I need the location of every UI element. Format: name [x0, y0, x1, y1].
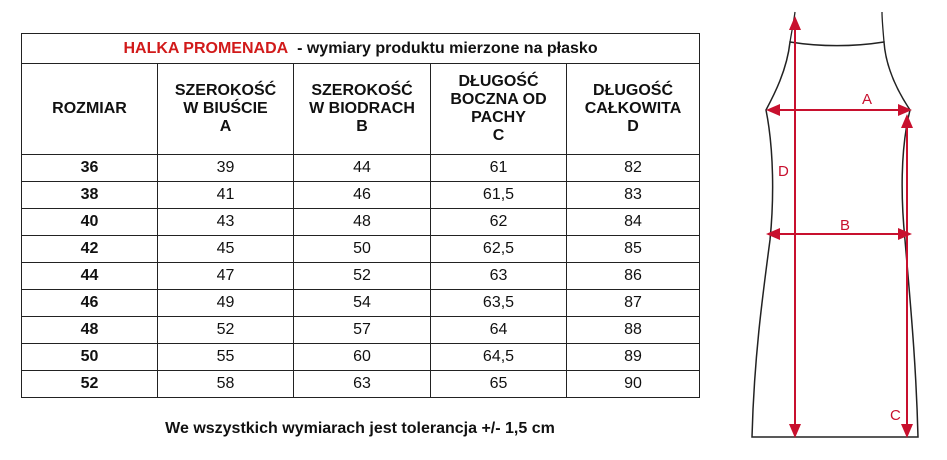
table-row — [22, 209, 700, 236]
column-header-side-length — [431, 64, 567, 155]
cell-total-length: 87 — [567, 290, 700, 317]
table-row — [22, 317, 700, 344]
cell-side-length: 64,5 — [431, 344, 567, 371]
table-row — [22, 155, 700, 182]
column-header-line: W BIUŚCIE — [183, 100, 268, 117]
column-header-line: SZEROKOŚĆ — [311, 82, 413, 99]
cell-hip-width: 54 — [294, 290, 431, 317]
cell-size: 42 — [22, 236, 158, 263]
cell-hip-width: 52 — [294, 263, 431, 290]
cell-bust-width: 45 — [158, 236, 294, 263]
column-header-line: CAŁKOWITA — [584, 100, 682, 117]
label-d: D — [778, 163, 789, 180]
arrow-d-head-top — [789, 16, 801, 30]
cell-size: 44 — [22, 263, 158, 290]
cell-side-length: 65 — [431, 371, 567, 398]
cell-side-length: 62,5 — [431, 236, 567, 263]
column-header-total-length — [567, 64, 700, 155]
cell-size: 38 — [22, 182, 158, 209]
cell-total-length: 82 — [567, 155, 700, 182]
cell-size: 50 — [22, 344, 158, 371]
cell-total-length: 86 — [567, 263, 700, 290]
cell-size: 48 — [22, 317, 158, 344]
column-header-line: PACHY — [471, 109, 526, 126]
column-header-line: DŁUGOŚĆ — [593, 82, 674, 99]
column-header-line: D — [627, 118, 639, 135]
column-header-line: W BIODRACH — [309, 100, 415, 117]
column-header-bust-width — [158, 64, 294, 155]
label-c: C — [890, 407, 901, 424]
dress-diagram — [740, 0, 940, 460]
cell-hip-width: 57 — [294, 317, 431, 344]
cell-hip-width: 60 — [294, 344, 431, 371]
header-row — [22, 64, 700, 155]
cell-bust-width: 39 — [158, 155, 294, 182]
table-row — [22, 182, 700, 209]
cell-total-length: 85 — [567, 236, 700, 263]
cell-hip-width: 44 — [294, 155, 431, 182]
table-row — [22, 371, 700, 398]
column-header-line: DŁUGOŚĆ — [458, 73, 539, 90]
cell-side-length: 63,5 — [431, 290, 567, 317]
cell-side-length: 61 — [431, 155, 567, 182]
tolerance-note: We wszystkich wymiarach jest tolerancja +/- 1,5 cm — [165, 420, 555, 437]
cell-bust-width: 43 — [158, 209, 294, 236]
cell-total-length: 89 — [567, 344, 700, 371]
table-body — [22, 155, 700, 398]
cell-bust-width: 55 — [158, 344, 294, 371]
label-b: B — [840, 217, 851, 234]
cell-side-length: 61,5 — [431, 182, 567, 209]
column-header-line: BOCZNA OD — [450, 91, 547, 108]
cell-bust-width: 49 — [158, 290, 294, 317]
cell-size: 46 — [22, 290, 158, 317]
right-strap — [882, 12, 884, 42]
cell-side-length: 62 — [431, 209, 567, 236]
cell-bust-width: 52 — [158, 317, 294, 344]
cell-total-length: 84 — [567, 209, 700, 236]
cell-bust-width: 41 — [158, 182, 294, 209]
size-table-wrapper — [21, 33, 699, 398]
cell-side-length: 63 — [431, 263, 567, 290]
cell-hip-width: 46 — [294, 182, 431, 209]
cell-hip-width: 63 — [294, 371, 431, 398]
column-header-line: C — [492, 127, 505, 144]
cell-size: 36 — [22, 155, 158, 182]
table-subtitle: - wymiary produktu mierzone na płasko — [297, 39, 598, 57]
column-header-hip-width — [294, 64, 431, 155]
table-title-row — [22, 34, 700, 64]
cell-bust-width: 47 — [158, 263, 294, 290]
cell-bust-width: 58 — [158, 371, 294, 398]
column-header-line: A — [219, 118, 232, 135]
cell-size: 40 — [22, 209, 158, 236]
cell-total-length: 83 — [567, 182, 700, 209]
column-header-size — [22, 64, 158, 155]
table-row — [22, 236, 700, 263]
column-header-line: B — [356, 118, 368, 135]
table-row — [22, 290, 700, 317]
cell-total-length: 88 — [567, 317, 700, 344]
cell-total-length: 90 — [567, 371, 700, 398]
table-row — [22, 263, 700, 290]
cell-hip-width: 50 — [294, 236, 431, 263]
column-header-line: ROZMIAR — [52, 100, 127, 117]
table-title — [22, 34, 700, 64]
size-table — [21, 33, 700, 398]
product-name: HALKA PROMENADA — [123, 39, 289, 57]
cell-size: 52 — [22, 371, 158, 398]
table-row — [22, 344, 700, 371]
cell-hip-width: 48 — [294, 209, 431, 236]
column-header-line: SZEROKOŚĆ — [174, 82, 277, 99]
dress-outline — [752, 42, 918, 437]
label-a: A — [862, 91, 873, 108]
cell-side-length: 64 — [431, 317, 567, 344]
